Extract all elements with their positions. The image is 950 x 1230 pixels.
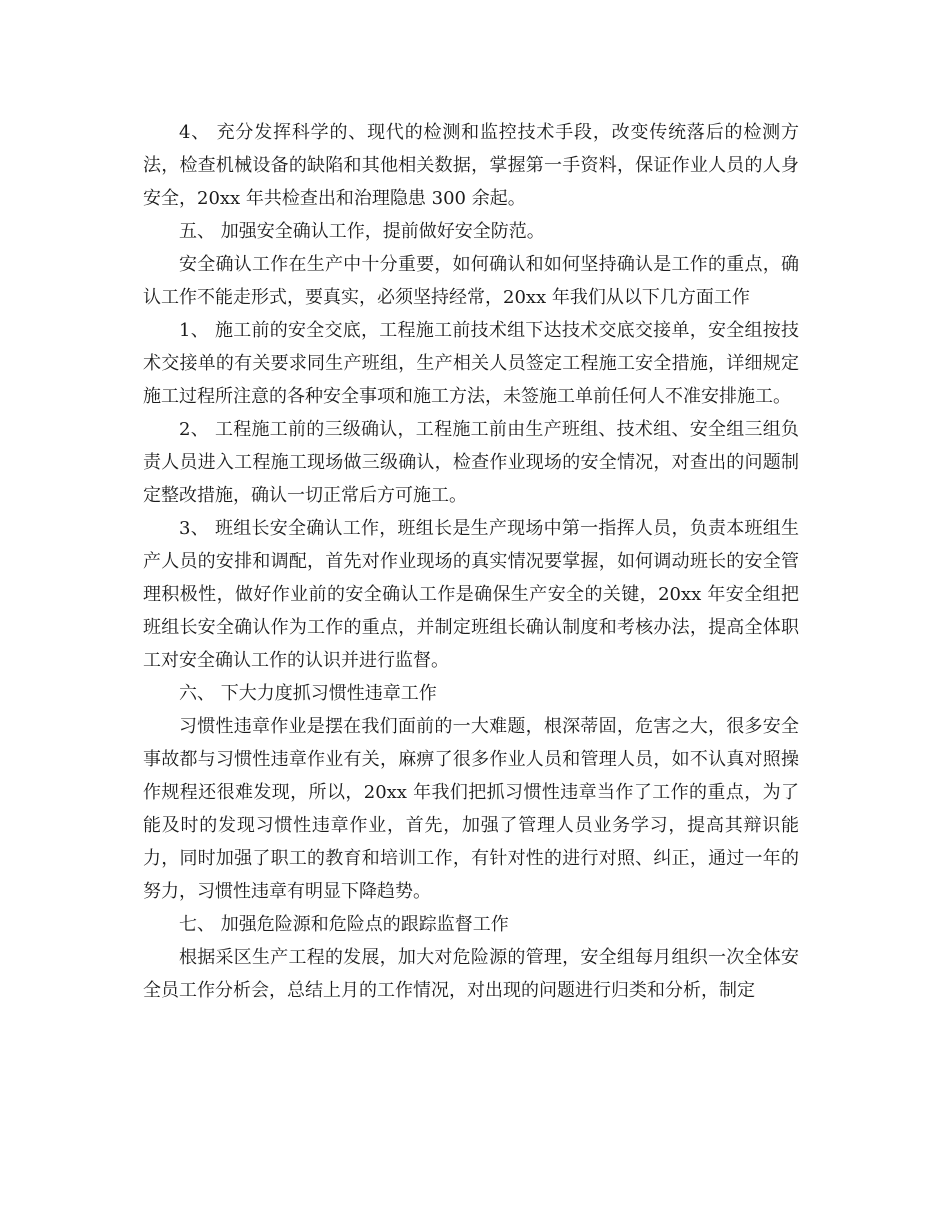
- section-heading-6: 六、 下大力度抓习惯性违章工作: [179, 683, 437, 704]
- paragraph-item-4: 4、 充分发挥科学的、现代的检测和监控技术手段，改变传统落后的检测方法，检查机械设备的缺陷和其他相关数据，掌握第一手资料，保证作业人员的人身安全，20xx 年共检查出和治理隐患 300 余起。: [143, 122, 799, 209]
- paragraph-habitual-violation: 习惯性违章作业是摆在我们面前的一大难题，根深蒂固，危害之大，很多安全事故都与习惯性违章作业有关，麻痹了很多作业人员和管理人员，如不认真对照操作规程还很难发现，所以，20xx 年我们把抓习惯性违章当作了工作的重点，为了能及时的发现习惯性违章作业，首先，加强了管理人员业务学习，提高其辩识能力，同时加强了职工的教育和培训工作，有针对性的进行对照、纠正，通过一年的努力，习惯性违章有明显下降趋势。: [143, 716, 799, 902]
- paragraph-safety-confirmation: 安全确认工作在生产中十分重要，如何确认和如何坚持确认是工作的重点，确认工作不能走形式，要真实，必须坚持经常，20xx 年我们从以下几方面工作: [143, 254, 799, 308]
- paragraph-item-3: 3、 班组长安全确认工作，班组长是生产现场中第一指挥人员，负责本班组生产人员的安排和调配，首先对作业现场的真实情况要掌握，如何调动班长的安全管理积极性，做好作业前的安全确认工作是确保生产安全的关键，20xx 年安全组把班组长安全确认作为工作的重点，并制定班组长确认制度和考核办法，提高全体职工对安全确认工作的认识并进行监督。: [143, 518, 799, 671]
- paragraph-item-1: 1、 施工前的安全交底，工程施工前技术组下达技术交底交接单，安全组按技术交接单的有关要求同生产班组，生产相关人员签定工程施工安全措施，详细规定施工过程所注意的各种安全事项和施工方法，未签施工单前任何人不准安排施工。: [143, 320, 799, 407]
- section-heading-5: 五、 加强安全确认工作，提前做好安全防范。: [179, 221, 545, 242]
- document-body: [143, 116, 799, 1007]
- section-heading-7: 七、 加强危险源和危险点的跟踪监督工作: [179, 914, 509, 935]
- paragraph-item-2: 2、 工程施工前的三级确认，工程施工前由生产班组、技术组、安全组三组负责人员进入工程施工现场做三级确认，检查作业现场的安全情况，对查出的问题制定整改措施，确认一切正常后方可施工。: [143, 419, 799, 506]
- paragraph-hazard-management: 根据采区生产工程的发展，加大对危险源的管理，安全组每月组织一次全体安全员工作分析会，总结上月的工作情况，对出现的问题进行归类和分析，制定: [143, 947, 799, 1001]
